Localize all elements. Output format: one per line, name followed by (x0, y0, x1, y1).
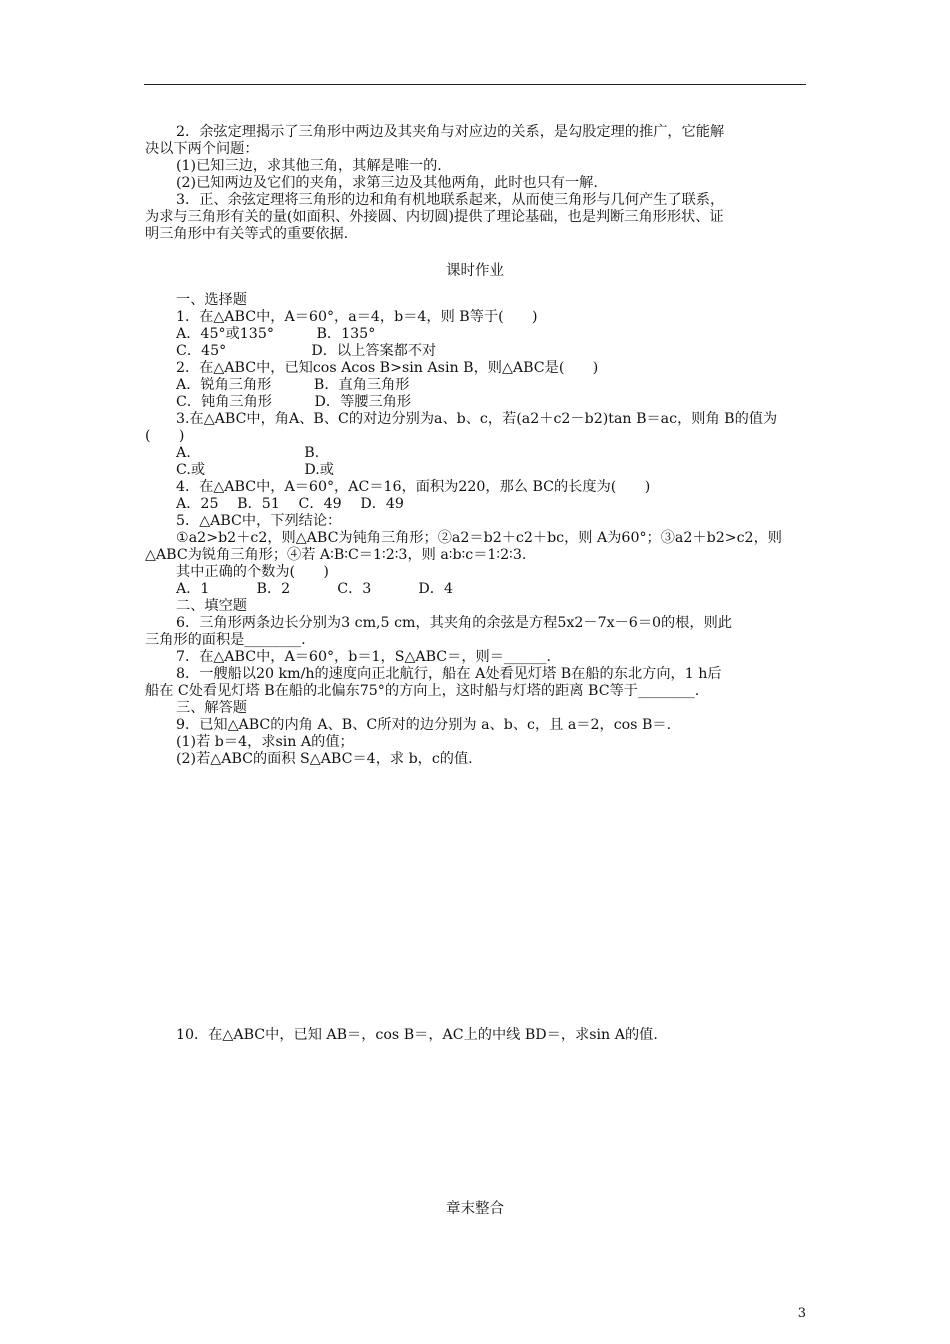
section-title: 二、填空题 (176, 598, 247, 614)
question-2: 2．在△ABC中，已知cos Acos B>sin Asin B，则△ABC是( ) (176, 360, 599, 376)
text-line: 其中正确的个数为( ) (176, 564, 329, 580)
text-line: 为求与三角形有关的量(如面积、外接圆、内切圆)提供了理论基础，也是判断三角形形状、证 (145, 209, 724, 225)
text-line: 决以下两个问题： (145, 141, 259, 157)
text-line: (2)若△ABC的面积 S△ABC＝4，求 b，c的值. (176, 751, 473, 767)
option-line: C.或 D.或 (176, 462, 334, 478)
text-line: ①a2>b2＋c2，则△ABC为钝角三角形；②a2＝b2＋c2＋bc，则 A为60°；③a2＋b2>c2，则 (176, 530, 782, 546)
text-line: 2．余弦定理揭示了三角形中两边及其夹角与对应边的关系，是勾股定理的推广，它能解 (176, 124, 725, 140)
section-heading: 课时作业 (446, 263, 504, 279)
text-line: 3．正、余弦定理将三角形的边和角有机地联系起来，从而使三角形与几何产生了联系， (176, 192, 725, 208)
question-10: 10．在△ABC中，已知 AB＝，cos B＝，AC上的中线 BD＝，求sin A的值. (176, 1027, 658, 1043)
text-line: (1)已知三边，求其他三角，其解是唯一的. (176, 158, 442, 174)
section-title: 一、选择题 (176, 292, 247, 308)
question-4: 4．在△ABC中，A＝60°，AC＝16，面积为220，那么 BC的长度为( ) (176, 479, 651, 495)
page-number: 3 (797, 1306, 806, 1321)
question-1: 1．在△ABC中，A＝60°，a＝4，b＝4，则 B等于( ) (176, 309, 538, 325)
section-title: 三、解答题 (176, 700, 247, 716)
text-line: ( ) (145, 428, 185, 444)
text-line: 船在 C处看见灯塔 B在船的北偏东75°的方向上，这时船与灯塔的距离 BC等于________. (145, 683, 700, 699)
question-6: 6．三角形两条边长分别为3 cm,5 cm，其夹角的余弦是方程5x2－7x－6＝0的根，则此 (176, 615, 732, 631)
option-line: A．45°或135° B．135° (176, 326, 376, 342)
text-line: 明三角形中有关等式的重要依据. (145, 226, 349, 242)
option-line: C．45° D．以上答案都不对 (176, 343, 437, 359)
question-8: 8．一艘船以20 km/h的速度向正北航行，船在 A处看见灯塔 B在船的东北方向，1 h后 (176, 666, 722, 682)
option-line: C．钝角三角形 D．等腰三角形 (176, 394, 412, 410)
text-line: (1)若 b＝4，求sin A的值； (176, 734, 354, 750)
question-7: 7．在△ABC中，A＝60°，b＝1，S△ABC＝，则＝______. (176, 649, 551, 665)
footer-title: 章末整合 (446, 1201, 504, 1217)
question-3: 3.在△ABC中，角A、B、C的对边分别为a、b、c，若(a2＋c2－b2)tan B＝ac，则角 B的值为 (176, 411, 778, 427)
option-line: A．25 B．51 C．49 D．49 (176, 496, 404, 512)
question-5: 5．△ABC中，下列结论： (176, 513, 342, 529)
option-line: A. B. (176, 445, 320, 461)
header-rule (144, 84, 806, 85)
text-line: (2)已知两边及它们的夹角，求第三边及其他两角，此时也只有一解. (176, 175, 598, 191)
option-line: A．1 B．2 C．3 D．4 (176, 581, 453, 597)
text-line: △ABC为锐角三角形；④若 A∶B∶C＝1∶2∶3，则 a∶b∶c＝1∶2∶3. (145, 547, 527, 563)
option-line: A．锐角三角形 B．直角三角形 (176, 377, 410, 393)
text-line: 三角形的面积是________. (145, 632, 306, 648)
question-9: 9．已知△ABC的内角 A、B、C所对的边分别为 a、b、c，且 a＝2，cos B＝. (176, 717, 672, 733)
